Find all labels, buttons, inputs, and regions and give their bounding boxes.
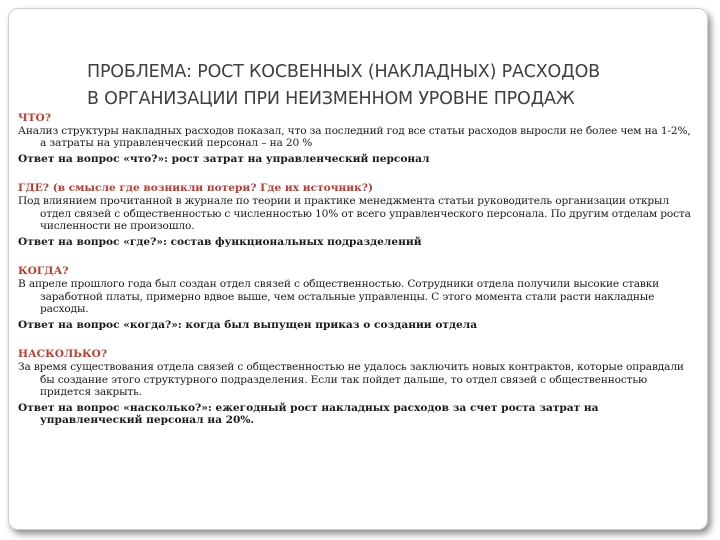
section-text: За время существования отдела связей с общественностью не удалось заключить новых контрактов, которые оправдали бы создание этого структурного подразделения. Если так пойдет дальше, то отдел связей с общественностью придется закрыть.	[18, 360, 684, 399]
section-answer: Ответ на вопрос «насколько?»: ежегодный рост накладных расходов за счет роста затрат на управленческий персонал на 20%.	[18, 401, 599, 427]
section-heading: КОГДА?	[18, 265, 69, 278]
section-heading: ЧТО?	[18, 112, 51, 124]
section-answer: Ответ на вопрос «когда?»: когда был выпущен приказ о создании отдела	[18, 318, 478, 331]
section-what	[18, 112, 694, 165]
section-where	[18, 182, 694, 248]
section-how-much	[18, 348, 694, 427]
section-answer: Ответ на вопрос «где?»: состав функциональных подразделений	[18, 235, 422, 248]
title-line-2: В ОРГАНИЗАЦИИ ПРИ НЕИЗМЕННОМ УРОВНЕ ПРОДАЖ	[87, 89, 575, 109]
section-answer: Ответ на вопрос «что?»: рост затрат на управленческий персонал	[18, 152, 430, 165]
section-text: В апреле прошлого года был создан отдел связей с общественностью. Сотрудники отдела получили высокие ставки заработной платы, примерно вдвое выше, чем остальные управленцы. С этого момента стали расти накладные расходы.	[18, 277, 660, 316]
section-heading: НАСКОЛЬКО?	[18, 348, 108, 361]
section-when	[18, 265, 694, 331]
section-text: Под влиянием прочитанной в журнале по теории и практике менеджмента статьи руководитель организации открыл отдел связей с общественностью с численностью 10% от всего управленческого персонала. По другим отделам роста численности не произошло.	[18, 194, 691, 233]
slide-content	[18, 112, 694, 427]
slide-title	[87, 59, 697, 113]
section-text: Анализ структуры накладных расходов показал, что за последний год все статьи расходов выросли не более чем на 1-2%, а затраты на управленческий персонал – на 20 %	[18, 124, 691, 150]
section-heading: ГДЕ? (в смысле где возникли потери? Где их источник?)	[18, 182, 373, 195]
title-line-1: ПРОБЛЕМА: РОСТ КОСВЕННЫХ (НАКЛАДНЫХ) РАСХОДОВ	[87, 62, 600, 82]
